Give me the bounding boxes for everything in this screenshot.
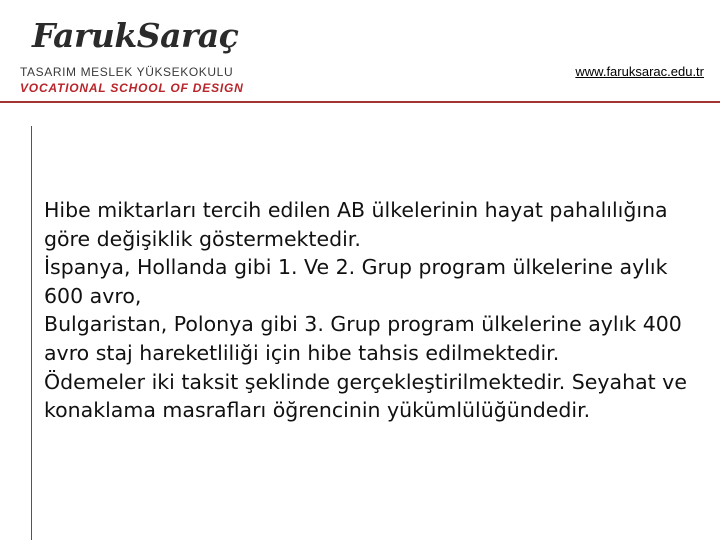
body-line: göre değişiklik göstermektedir. xyxy=(44,226,361,251)
logo-name: FarukSaraç xyxy=(32,16,239,55)
body-line: 600 avro, xyxy=(44,283,142,308)
body-line: avro staj hareketliliği için hibe tahsis edilmektedir. xyxy=(44,340,560,365)
body-line: Ödemeler iki taksit şeklinde gerçekleştirilmektedir. Seyahat ve xyxy=(44,369,687,394)
header-divider xyxy=(0,101,720,103)
website-link[interactable]: www.faruksarac.edu.tr xyxy=(575,64,704,79)
logo-subtitle-turkish: TASARIM MESLEK YÜKSEKOKULU xyxy=(20,65,234,79)
body-line: Hibe miktarları tercih edilen AB ülkelerinin hayat pahalılığına xyxy=(44,198,668,222)
logo-subtitle-english: VOCATIONAL SCHOOL OF DESIGN xyxy=(20,81,244,95)
body-line: Bulgaristan, Polonya gibi 3. Grup program ülkelerine aylık 400 xyxy=(44,312,682,337)
school-logo xyxy=(18,14,244,96)
body-line: İspanya, Hollanda gibi 1. Ve 2. Grup program ülkelerine aylık xyxy=(44,255,668,280)
left-margin-line xyxy=(31,126,32,540)
body-line: konaklama masrafları öğrencinin yükümlülüğündedir. xyxy=(44,398,591,423)
body-text xyxy=(44,196,720,425)
